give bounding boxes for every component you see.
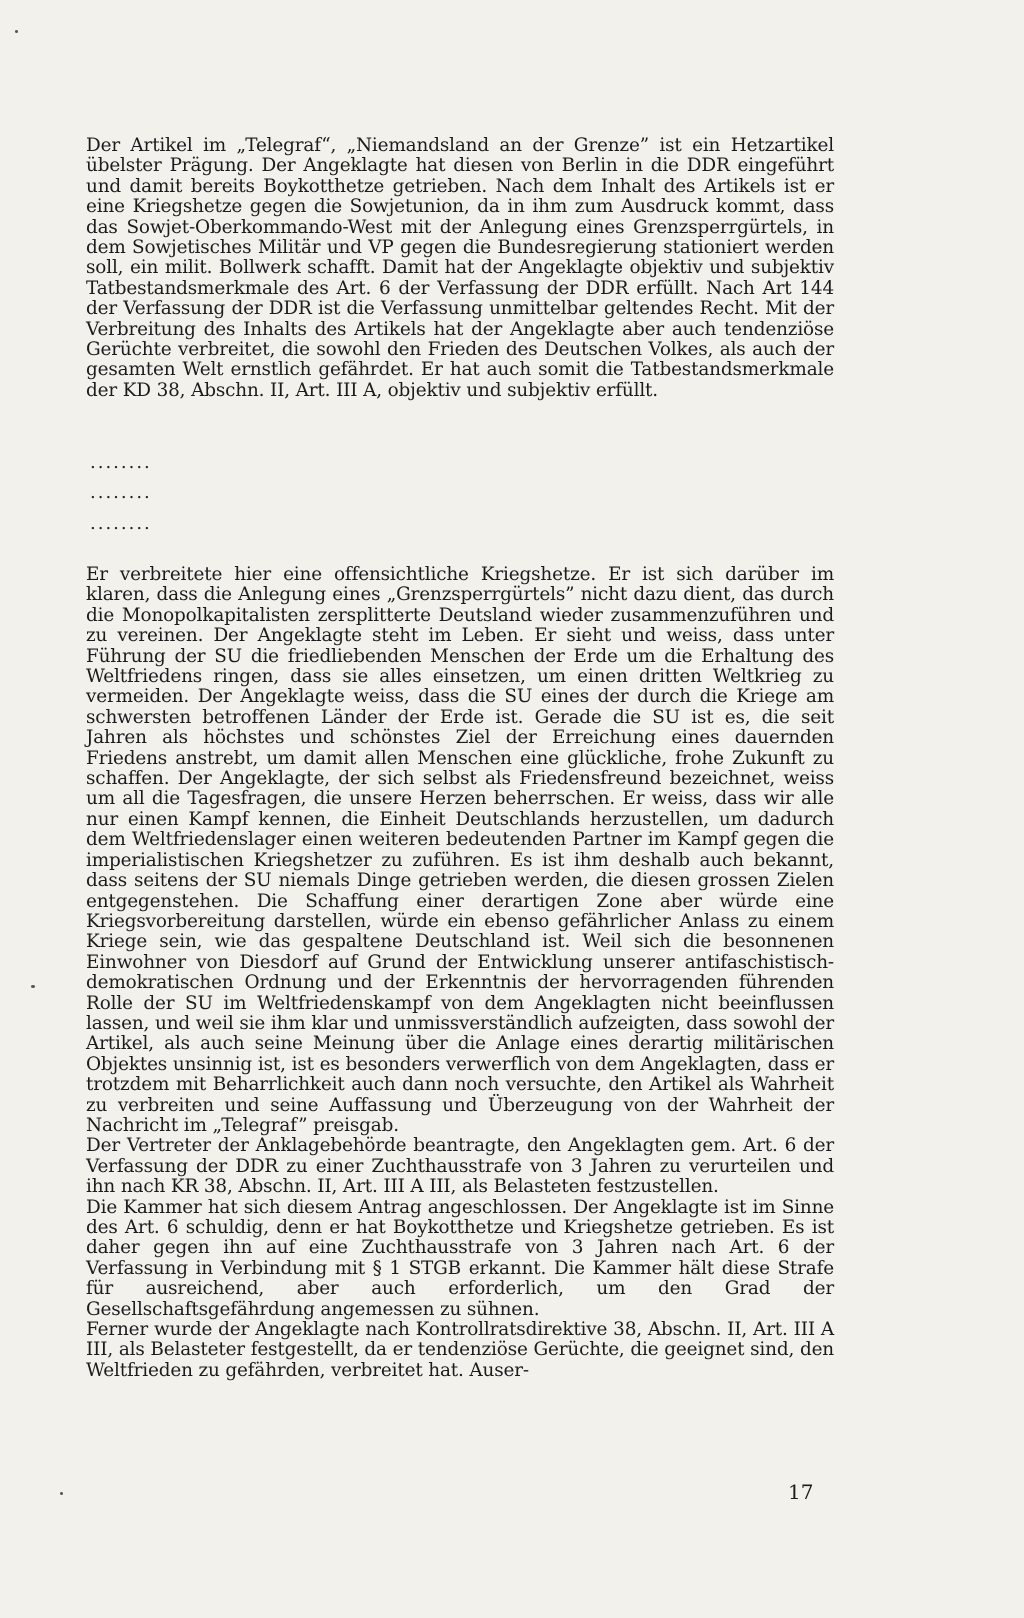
body-text-bottom [86, 565, 834, 1381]
ellipsis-omission: ........ [90, 452, 152, 473]
scan-speck [15, 30, 18, 33]
paragraph: Der Vertreter der Anklagebehörde beantragte, den Angeklagten gem. Art. 6 der Verfassung der DDR zu einer Zuchthausstrafe von 3 Jahren zu verurteilen und ihn nach KR 38, Abschn. II, Art. III A III, als Belasteten festzustellen. [86, 1135, 834, 1198]
scan-speck [31, 985, 35, 988]
paragraph: Ferner wurde der Angeklagte nach Kontrollratsdirektive 38, Abschn. II, Art. III A III, als Belasteter festgestellt, da er tendenziöse Gerüchte, die geeignet sind, den Weltfrieden zu gefährden, verbreitet hat. Auser- [86, 1319, 834, 1381]
body-text-top [86, 136, 834, 401]
scan-speck [60, 1492, 63, 1495]
paragraph: Er verbreitete hier eine offensichtliche Kriegshetze. Er ist sich darüber im klaren, dass die Anlegung eines „Grenzsperrgürtels” nicht dazu dient, das durch die Monopolkapitalisten zersplitterte Deutsland wieder zusammenzuführen und zu vereinen. Der Angeklagte steht im Leben. Er sieht und weiss, dass unter Führung der SU die friedliebenden Menschen der Erde um die Erhaltung des Weltfriedens ringen, dass sie alles einsetzen, um einen dritten Weltkrieg zu vermeiden. Der Angeklagte weiss, dass die SU eines der durch die Kriege am schwersten betroffenen Länder der Erde ist. Gerade die SU ist es, die seit Jahren als höchstes und schönstes Ziel der Erreichung eines dauernden Friedens anstrebt, um damit allen Menschen eine glückliche, frohe Zukunft zu schaffen. Der Angeklagte, der sich selbst als Friedensfreund bezeichnet, weiss um all die Tagesfragen, die unsere Herzen beherrschen. Er weiss, dass wir alle nur einen Kampf kennen, die Einheit Deutschlands herzustellen, um dadurch dem Weltfriedenslager einen weiteren bedeutenden Partner im Kampf gegen die imperialistischen Kriegshetzer zu zuführen. Es ist ihm deshalb auch bekannt, dass seitens der SU niemals Dinge getrieben werden, die diesen grossen Zielen entgegenstehen. Die Schaffung einer derartigen Zone aber würde eine Kriegsvorbereitung darstellen, würde ein ebenso gefährlicher Anlass zu einem Kriege sein, wie das gespaltene Deutschland ist. Weil sich die besonnenen Einwohner von Diesdorf auf Grund der Entwicklung unserer antifaschistisch-demokratischen Ordnung und der Erkenntnis der hervorragenden führenden Rolle der SU im Weltfriedenskampf von dem Angeklagten nicht beeinflussen lassen, und weil sie ihm klar und unmissverständlich aufzeigten, dass sowohl der Artikel, als auch seine Meinung über die Anlage eines derartig militärischen Objektes unsinnig ist, ist es besonders verwerflich von dem Angeklagten, dass er trotzdem mit Beharrlichkeit auch dann noch versuchte, den Artikel als Wahrheit zu verbreiten und seine Auffassung und Überzeugung von der Wahrheit der Nachricht im „Telegraf” preisgab. [86, 564, 834, 1136]
paragraph: Der Artikel im „Telegraf“, „Niemandsland an der Grenze” ist ein Hetzartikel übelster Prägung. Der Angeklagte hat diesen von Berlin in die DDR eingeführt und damit bereits Boykotthetze getrieben. Nach dem Inhalt des Artikels ist er eine Kriegshetze gegen die Sowjetunion, da in ihm zum Ausdruck kommt, dass das Sowjet-Oberkommando-West mit der Anlegung eines Grenzsperrgürtels, in dem Sowjetisches Militär und VP gegen die Bundesregierung stationiert werden soll, ein milit. Bollwerk schafft. Damit hat der Angeklagte objektiv und subjektiv Tatbestandsmerkmale des Art. 6 der Verfassung der DDR erfüllt. Nach Art 144 der Verfassung der DDR ist die Verfassung unmittelbar geltendes Recht. Mit der Verbreitung des Inhalts des Artikels hat der Angeklagte aber auch tendenziöse Gerüchte verbreitet, die sowohl den Frieden des Deutschen Volkes, als auch der gesamten Welt ernstlich gefährdet. Er hat auch somit die Tatbestandsmerkmale der KD 38, Abschn. II, Art. III A, objektiv und subjektiv erfüllt. [86, 135, 834, 401]
page-number: 17 [788, 1480, 814, 1504]
paragraph: Die Kammer hat sich diesem Antrag angeschlossen. Der Angeklagte ist im Sinne des Art. 6 schuldig, denn er hat Boykotthetze und Kriegshetze getrieben. Es ist daher gegen ihn auf eine Zuchthausstrafe von 3 Jahren nach Art. 6 der Verfassung in Verbindung mit § 1 STGB erkannt. Die Kammer hält diese Strafe für ausreichend, aber auch erforderlich, um den Grad der Gesellschaftsgefährdung angemessen zu sühnen. [86, 1196, 834, 1320]
ellipsis-omission: ........ [90, 482, 152, 503]
ellipsis-omission: ........ [90, 513, 152, 534]
